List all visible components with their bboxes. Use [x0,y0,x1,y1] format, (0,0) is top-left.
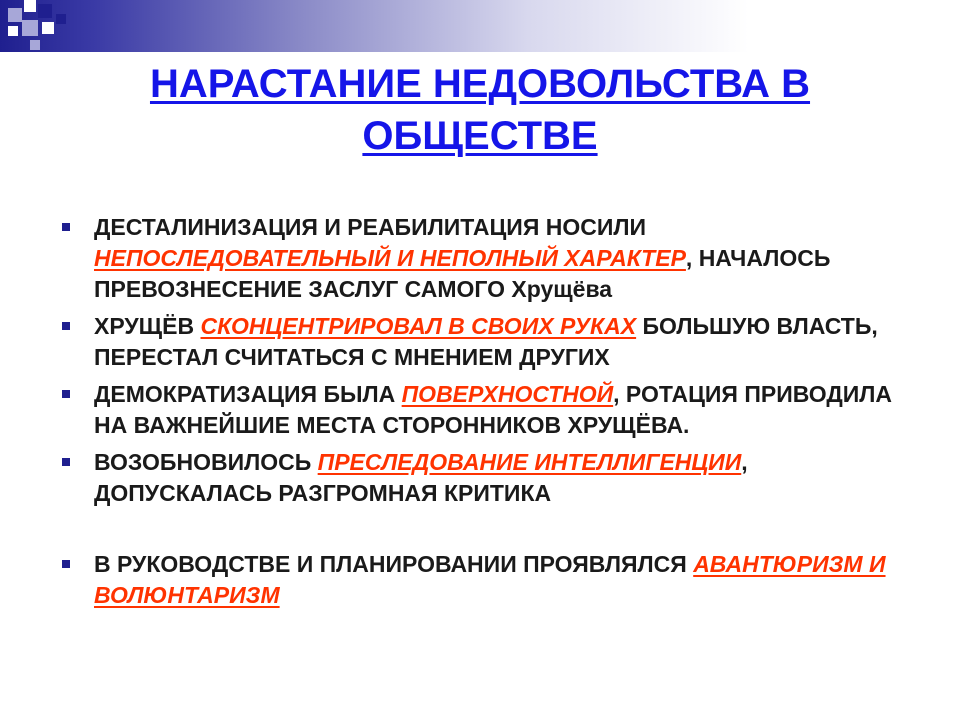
square-bullet-icon [62,390,70,398]
bullet-highlight: ПОВЕРХНОСТНОЙ [401,381,614,407]
square-bullet-icon [62,322,70,330]
bullet-item [60,212,920,305]
bullet-text: ДЕМОКРАТИЗАЦИЯ БЫЛА [94,381,402,407]
square-bullet-icon [62,560,70,568]
bullet-item [60,379,920,441]
square-bullet-icon [62,458,70,466]
slide-title: НАРАСТАНИЕ НЕДОВОЛЬСТВА В ОБЩЕСТВЕ [149,62,811,158]
bullet-text: , НАЧАЛОСЬ ПРЕВОЗНЕСЕНИЕ ЗАСЛУГ САМОГО Хрущёва [94,245,831,302]
bullet-text: В РУКОВОДСТВЕ И ПЛАНИРОВАНИИ ПРОЯВЛЯЛСЯ [94,551,694,577]
square-bullet-icon [62,223,70,231]
header-gradient-band [0,0,960,52]
bullet-text: , РОТАЦИЯ ПРИВОДИЛА НА ВАЖНЕЙШИЕ МЕСТА СТОРОННИКОВ ХРУЩЁВА. [94,381,893,438]
bullet-text: ХРУЩЁВ [94,313,201,339]
bullet-highlight: ПРЕСЛЕДОВАНИЕ ИНТЕЛЛИГЕНЦИИ [317,449,742,475]
bullet-item [60,447,920,509]
bullet-text: ДЕСТАЛИНИЗАЦИЯ И РЕАБИЛИТАЦИЯ НОСИЛИ [94,214,647,240]
bullet-item [60,311,920,373]
bullet-list [60,212,920,617]
bullet-text: , ДОПУСКАЛАСЬ РАЗГРОМНАЯ КРИТИКА [94,449,748,506]
bullet-highlight: СКОНЦЕНТРИРОВАЛ В СВОИХ РУКАХ [200,313,637,339]
bullet-highlight: НЕПОСЛЕДОВАТЕЛЬНЫЙ И НЕПОЛНЫЙ ХАРАКТЕР [94,245,686,271]
bullet-item [60,549,920,611]
bullet-text: ВОЗОБНОВИЛОСЬ [94,449,318,475]
bullet-text: БОЛЬШУЮ ВЛАСТЬ, ПЕРЕСТАЛ СЧИТАТЬСЯ С МНЕНИЕМ ДРУГИХ [94,313,878,370]
bullet-highlight: АВАНТЮРИЗМ И ВОЛЮНТАРИЗМ [94,551,886,608]
